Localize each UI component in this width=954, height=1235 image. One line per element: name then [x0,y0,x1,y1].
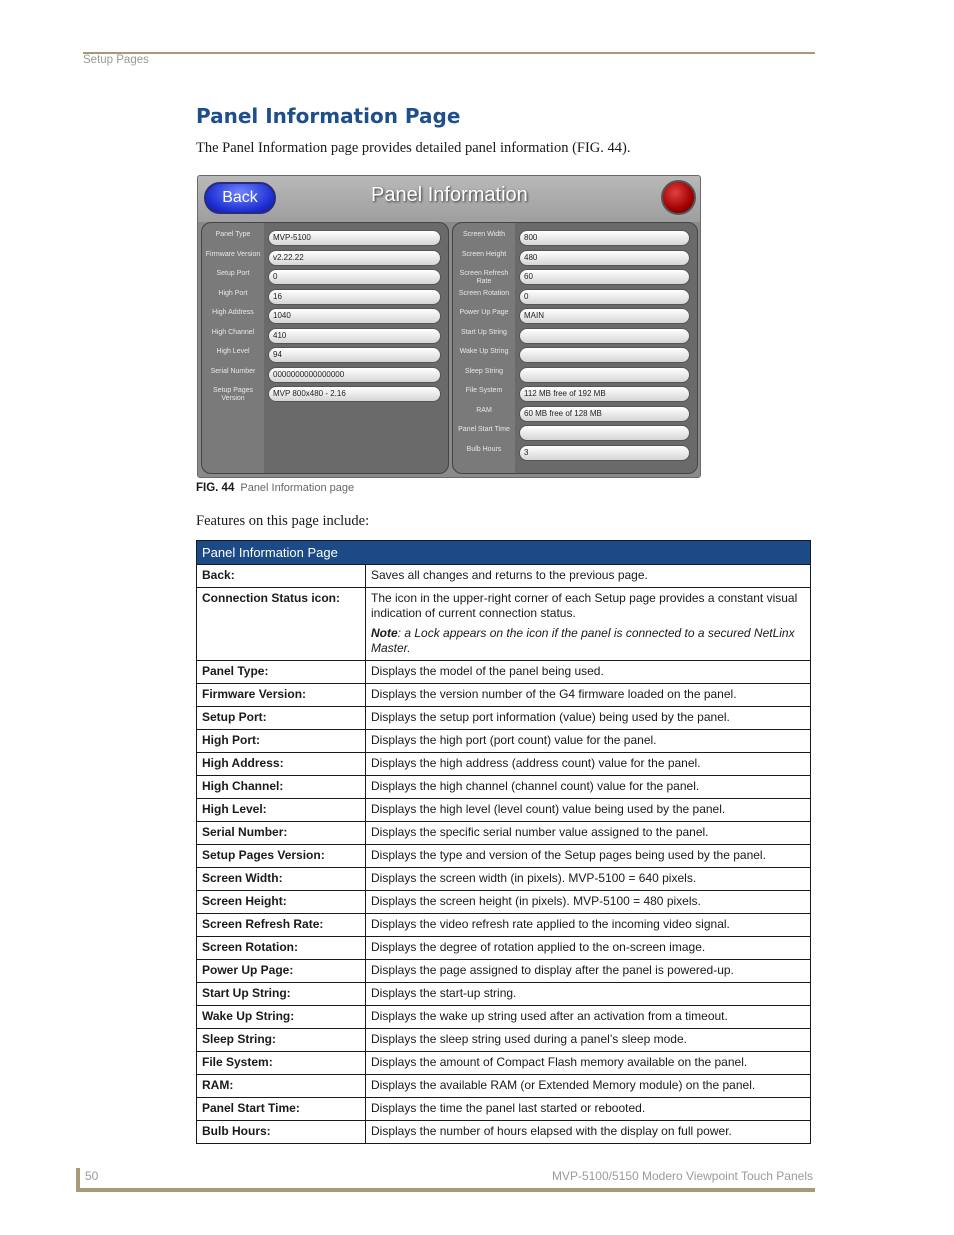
screenshot-field-value: 112 MB free of 192 MB [519,386,690,402]
feature-description: Displays the high level (level count) value being used by the panel. [366,799,811,822]
screenshot-right-panel [452,222,698,474]
screenshot-field-value: 60 MB free of 128 MB [519,406,690,422]
feature-description: Displays the type and version of the Setup pages being used by the panel. [366,845,811,868]
screenshot-field-row [453,444,697,462]
screenshot-field-label: Power Up Page [459,309,509,316]
table-row [197,753,811,776]
feature-description: Displays the time the panel last started or rebooted. [366,1098,811,1121]
feature-name: High Address: [197,753,366,776]
screenshot-back-button: Back [204,182,276,214]
table-row [197,1052,811,1075]
screenshot-field-row [453,249,697,267]
table-row [197,799,811,822]
feature-description: Displays the screen width (in pixels). MVP-5100 = 640 pixels. [366,868,811,891]
screenshot-field-value [519,328,690,344]
screenshot-field-row [453,327,697,345]
table-row [197,1029,811,1052]
screenshot-field-label: High Channel [211,328,255,336]
feature-description: Displays the page assigned to display after the panel is powered-up. [366,960,811,983]
feature-name: Power Up Page: [197,960,366,983]
feature-description: Displays the high port (port count) value for the panel. [366,730,811,753]
panel-information-screenshot [197,175,701,478]
feature-name: Screen Rotation: [197,937,366,960]
feature-description: Displays the high channel (channel count) value for the panel. [366,776,811,799]
figure-caption [196,482,354,494]
screenshot-field-label: Panel Type [215,231,251,238]
screenshot-field-row [202,307,448,325]
feature-name: Screen Height: [197,891,366,914]
screenshot-left-panel [201,222,449,474]
table-row [197,845,811,868]
screenshot-field-value [519,347,690,363]
note-label: Note [371,626,398,640]
screenshot-field-row [202,366,448,384]
table-row [197,937,811,960]
table-row [197,1121,811,1144]
feature-name: Setup Pages Version: [197,845,366,868]
feature-name: Firmware Version: [197,684,366,707]
screenshot-field-value: v2.22.22 [268,250,441,266]
screenshot-field-label: Panel Start Time [458,426,510,433]
screenshot-field-row [202,327,448,345]
screenshot-field-value: 800 [519,230,690,246]
section-title: Panel Information Page [196,104,461,128]
screenshot-field-value: MVP-5100 [268,230,441,246]
screenshot-field-row [202,268,448,286]
screenshot-field-label: Bulb Hours [466,445,502,453]
screenshot-field-label: Screen Height [461,250,507,258]
feature-description: Displays the wake up string used after an activation from a timeout. [366,1006,811,1029]
description-text: The icon in the upper-right corner of each Setup page provides a constant visual indication of current connection status. [371,591,798,620]
table-row [197,983,811,1006]
table-row [197,891,811,914]
screenshot-field-value [519,425,690,441]
intro-paragraph: The Panel Information page provides detailed panel information (FIG. 44). [196,140,631,156]
screenshot-field-label: File System [465,387,503,394]
table-row [197,730,811,753]
screenshot-field-label: Setup Port [216,270,250,277]
screenshot-field-row [453,405,697,423]
screenshot-field-value: 3 [519,445,690,461]
screenshot-field-label: Start Up String [461,328,507,336]
screenshot-field-label: RAM [476,406,492,414]
table-row [197,707,811,730]
feature-name: Back: [197,565,366,588]
screenshot-field-value: 410 [268,328,441,344]
table-row [197,960,811,983]
page-number: 50 [85,1169,99,1183]
screenshot-field-label: Screen Width [462,231,506,238]
screenshot-field-value: 0 [268,269,441,285]
table-row [197,661,811,684]
figure-number: FIG. 44 [196,482,235,494]
table-row [197,822,811,845]
table-row [197,776,811,799]
table-row [197,1075,811,1098]
feature-name: Setup Port: [197,707,366,730]
screenshot-field-label: Wake Up String [459,348,509,355]
screenshot-field-row [453,366,697,384]
running-header: Setup Pages [83,54,149,66]
screenshot-field-row [202,346,448,364]
screenshot-field-row [202,229,448,247]
table-row [197,588,811,661]
table-row [197,684,811,707]
feature-description: Saves all changes and returns to the previous page. [366,565,811,588]
note [371,626,805,656]
feature-description: Displays the model of the panel being used. [366,661,811,684]
screenshot-field-label: Serial Number [210,367,256,375]
feature-name: High Port: [197,730,366,753]
feature-description: Displays the screen height (in pixels). MVP-5100 = 480 pixels. [366,891,811,914]
feature-name: File System: [197,1052,366,1075]
feature-description: Displays the degree of rotation applied to the on-screen image. [366,937,811,960]
feature-description: Displays the high address (address count) value for the panel. [366,753,811,776]
screenshot-field-row [202,249,448,267]
screenshot-field-row [202,288,448,306]
screenshot-field-label: Screen Refresh Rate [459,270,509,285]
feature-name: Panel Type: [197,661,366,684]
feature-description: Displays the video refresh rate applied to the incoming video signal. [366,914,811,937]
feature-description: Displays the available RAM (or Extended Memory module) on the panel. [366,1075,811,1098]
screenshot-field-value: 60 [519,269,690,285]
feature-name: Wake Up String: [197,1006,366,1029]
feature-name: High Level: [197,799,366,822]
document-title: MVP-5100/5150 Modero Viewpoint Touch Panels [551,1169,813,1183]
feature-description: Displays the sleep string used during a panel’s sleep mode. [366,1029,811,1052]
screenshot-field-label: High Port [218,289,248,297]
screenshot-field-value: MVP 800x480 - 2.16 [268,386,441,402]
feature-name: High Channel: [197,776,366,799]
screenshot-field-value: 0000000000000000 [268,367,441,383]
figure-caption-text: Panel Information page [240,482,355,494]
screenshot-field-row [453,268,697,286]
screenshot-field-label: High Level [216,348,250,355]
screenshot-field-row [202,385,448,403]
feature-description: Displays the version number of the G4 firmware loaded on the panel. [366,684,811,707]
header-rule [83,52,815,54]
table-row [197,1006,811,1029]
screenshot-field-value: 1040 [268,308,441,324]
screenshot-field-value: 0 [519,289,690,305]
screenshot-field-value: 480 [519,250,690,266]
screenshot-field-row [453,288,697,306]
feature-description: Displays the number of hours elapsed with the display on full power. [366,1121,811,1144]
screenshot-field-row [453,385,697,403]
table-row [197,1098,811,1121]
footer-rule [76,1188,815,1192]
screenshot-field-label: Firmware Version [205,250,261,258]
connection-status-icon [661,180,696,215]
feature-name: Serial Number: [197,822,366,845]
screenshot-field-value: MAIN [519,308,690,324]
feature-name: RAM: [197,1075,366,1098]
feature-name: Screen Width: [197,868,366,891]
table-header: Panel Information Page [197,541,811,565]
feature-description: Displays the setup port information (value) being used by the panel. [366,707,811,730]
feature-description: Displays the specific serial number value assigned to the panel. [366,822,811,845]
feature-name: Screen Refresh Rate: [197,914,366,937]
feature-name: Bulb Hours: [197,1121,366,1144]
screenshot-field-row [453,346,697,364]
table-row [197,914,811,937]
feature-description: Displays the start-up string. [366,983,811,1006]
screenshot-field-label: Setup Pages Version [212,387,254,402]
screenshot-field-value: 94 [268,347,441,363]
screenshot-field-label: Sleep String [464,367,504,375]
feature-name: Sleep String: [197,1029,366,1052]
features-table [196,540,811,1144]
feature-description [366,588,811,661]
note-text: : a Lock appears on the icon if the panel is connected to a secured NetLinx Master. [371,626,795,655]
screenshot-field-label: Screen Rotation [458,289,510,297]
feature-name: Panel Start Time: [197,1098,366,1121]
feature-name: Connection Status icon: [197,588,366,661]
features-intro: Features on this page include: [196,513,370,529]
screenshot-field-row [453,229,697,247]
table-row [197,868,811,891]
screenshot-field-value [519,367,690,383]
screenshot-field-row [453,424,697,442]
screenshot-field-label: High Address [212,309,254,316]
feature-description: Displays the amount of Compact Flash memory available on the panel. [366,1052,811,1075]
screenshot-title: Panel Information [371,184,528,206]
screenshot-field-row [453,307,697,325]
table-row [197,565,811,588]
screenshot-field-value: 16 [268,289,441,305]
feature-name: Start Up String: [197,983,366,1006]
